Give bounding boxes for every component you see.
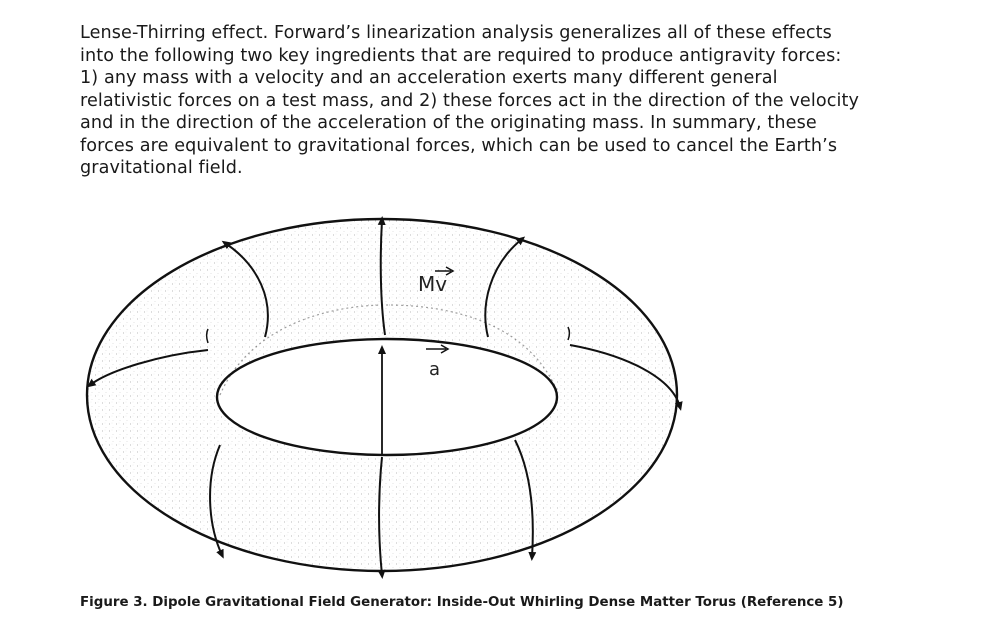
paragraph-line: gravitational field. [80,158,243,178]
figure-caption: Figure 3. Dipole Gravitational Field Generator: Inside-Out Whirling Dense Matter Torus (Reference 5) [80,595,844,610]
svg-text:a: a [429,359,441,380]
svg-text:Mv: Mv [418,272,448,296]
body-paragraph [80,22,940,180]
paragraph-line: and in the direction of the acceleration of the originating mass. In summary, these [80,113,817,133]
paragraph-line: relativistic forces on a test mass, and 2) these forces act in the direction of the velocity [80,90,859,111]
torus-diagram [80,205,700,585]
paragraph-line: 1) any mass with a velocity and an acceleration exerts many different general [80,68,778,88]
torus-figure [80,205,700,585]
paragraph-line: into the following two key ingredients that are required to produce antigravity forces: [80,45,842,66]
paragraph-line: forces are equivalent to gravitational forces, which can be used to cancel the Earth’s [80,135,838,156]
paragraph-line: Lense-Thirring effect. Forward’s linearization analysis generalizes all of these effects [80,23,832,43]
